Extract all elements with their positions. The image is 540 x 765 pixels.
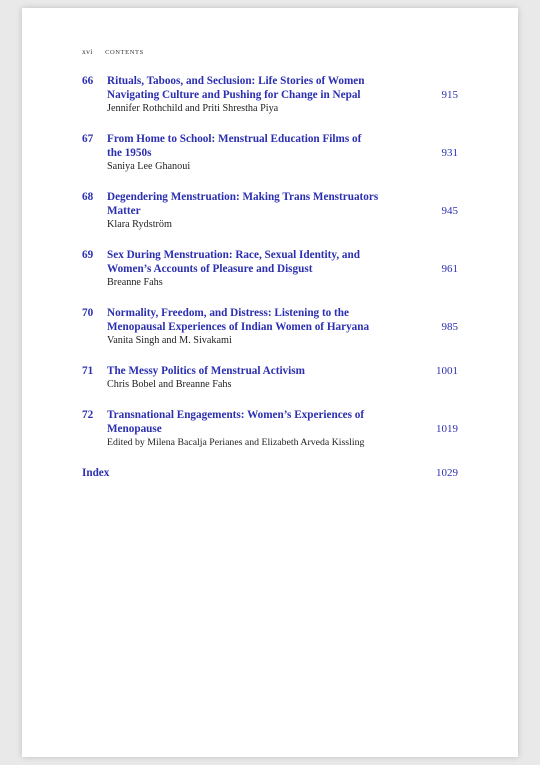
chapter-page[interactable]: 985: [441, 321, 458, 333]
chapter-authors: Edited by Milena Bacalja Perianes and Elizabeth Arveda Kissling: [107, 437, 365, 448]
chapter-number: 66: [82, 75, 94, 87]
running-head-title: CONTENTS: [105, 49, 144, 56]
chapter-page[interactable]: 1019: [436, 423, 458, 435]
chapter-number: 68: [82, 191, 94, 203]
chapter-authors: Chris Bobel and Breanne Fahs: [107, 379, 232, 390]
table-of-contents: [82, 74, 458, 480]
toc-entry-69[interactable]: [82, 248, 458, 289]
chapter-page[interactable]: 915: [441, 89, 458, 101]
index-page[interactable]: 1029: [436, 467, 458, 479]
chapter-authors: Breanne Fahs: [107, 277, 163, 288]
chapter-authors: Vanita Singh and M. Sivakami: [107, 335, 232, 346]
page-folio: xvi: [82, 47, 93, 56]
toc-entry-70[interactable]: [82, 306, 458, 347]
chapter-number: 70: [82, 307, 94, 319]
index-label[interactable]: Index: [82, 467, 110, 479]
document-page: [22, 8, 518, 757]
toc-entry-67[interactable]: [82, 132, 458, 173]
chapter-number: 67: [82, 133, 94, 145]
chapter-title[interactable]: The Messy Politics of Menstrual Activism: [107, 365, 305, 377]
chapter-page[interactable]: 1001: [436, 365, 458, 377]
chapter-title[interactable]: Sex During Menstruation: Race, Sexual Identity, and Women’s Accounts of Pleasure and Disgust: [107, 249, 360, 275]
chapter-title[interactable]: Degendering Menstruation: Making Trans Menstruators Matter: [107, 191, 379, 217]
toc-entry-66[interactable]: [82, 74, 458, 115]
chapter-title[interactable]: From Home to School: Menstrual Education Films of the 1950s: [107, 133, 362, 159]
chapter-authors: Klara Rydström: [107, 219, 172, 230]
chapter-page[interactable]: 961: [441, 263, 458, 275]
chapter-authors: Jennifer Rothchild and Priti Shrestha Piya: [107, 103, 279, 114]
chapter-page[interactable]: 945: [441, 205, 458, 217]
chapter-title[interactable]: Normality, Freedom, and Distress: Listening to the Menopausal Experiences of Indian Women of Haryana: [107, 307, 370, 333]
chapter-title[interactable]: Rituals, Taboos, and Seclusion: Life Stories of Women Navigating Culture and Pushing for Change in Nepal: [107, 75, 365, 101]
toc-entry-72[interactable]: [82, 408, 458, 449]
toc-entry-index[interactable]: [82, 466, 458, 480]
chapter-number: 69: [82, 249, 94, 261]
chapter-page[interactable]: 931: [441, 147, 458, 159]
chapter-number: 72: [82, 409, 94, 421]
running-head: [82, 47, 144, 56]
toc-entry-68[interactable]: [82, 190, 458, 231]
toc-entry-71[interactable]: [82, 364, 458, 391]
chapter-title[interactable]: Transnational Engagements: Women’s Experiences of Menopause: [107, 409, 365, 435]
chapter-number: 71: [82, 365, 94, 377]
chapter-authors: Saniya Lee Ghanoui: [107, 161, 191, 172]
